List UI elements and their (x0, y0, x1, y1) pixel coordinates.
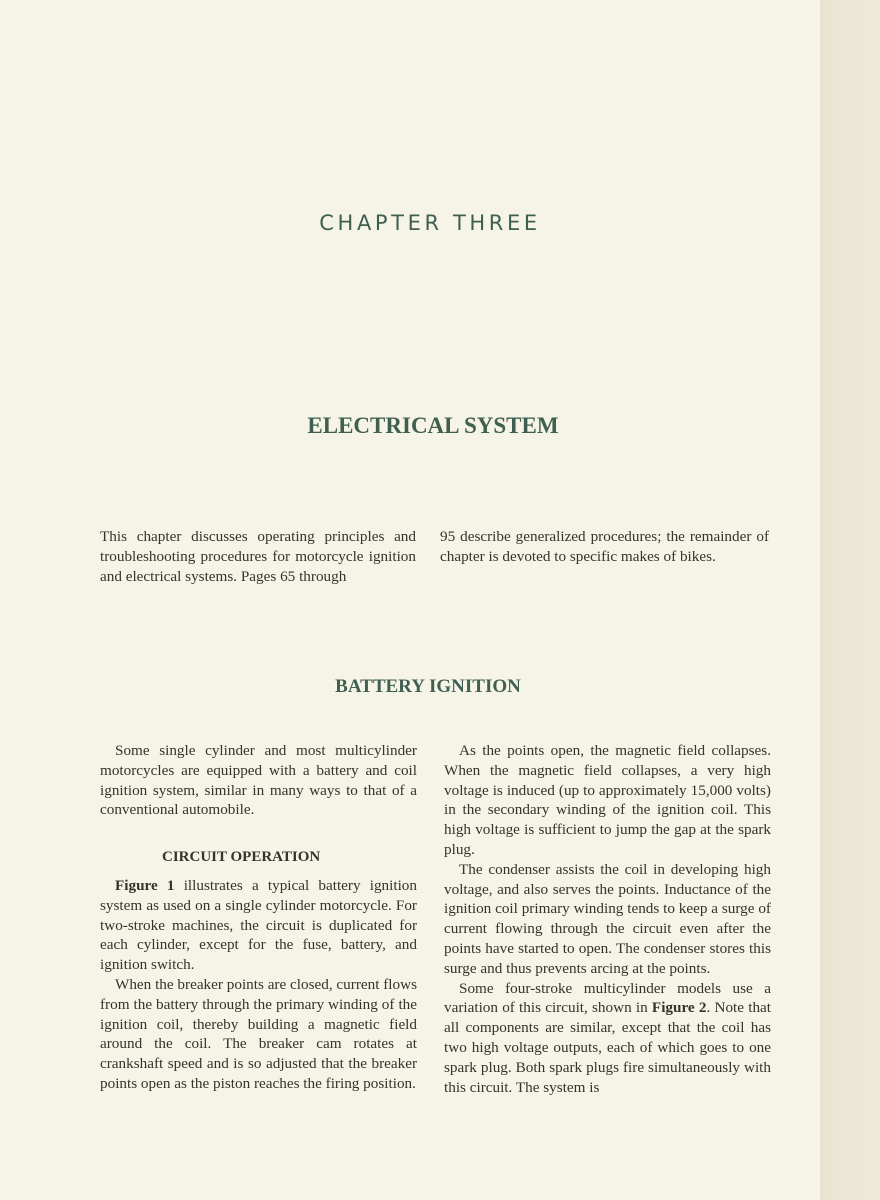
paragraph: The condenser assists the coil in developing high voltage, and also serves the points. Inductance of the ignition coil primary winding tends to keep a surge of current flowing through the circuit even after the points have started to open. The condenser stores this surge and thus prevents arcing at the points. (444, 860, 771, 977)
paragraph: Some single cylinder and most multicylinder motorcycles are equipped with a battery and coil ignition system, similar in many ways to that of a conventional automobile. (100, 742, 417, 819)
chapter-title: ELECTRICAL SYSTEM (307, 413, 559, 438)
figure-reference: Figure 1 (115, 876, 175, 894)
paragraph-text: Some four-stroke multicylinder models use a variation of this circuit, shown in (444, 979, 771, 1017)
paragraph-text: . Note that all components are similar, except that the coil has two high voltage outputs, each of which goes to one spark plug. Both spark plugs fire simultaneously with this circuit. The system is (444, 999, 772, 1096)
paragraph (100, 876, 417, 975)
body-right-column (444, 741, 771, 1097)
intro-left-column (100, 527, 416, 586)
paragraph: When the breaker points are closed, current flows from the battery through the primary winding of the ignition coil, thereby building a magnetic field around the coil. The breaker cam rotates at crankshaft speed and is so adjusted that the breaker points open as the piston reaches the firing position. (100, 975, 417, 1092)
subsection-heading: CIRCUIT OPERATION (162, 849, 321, 866)
intro-right-column (440, 527, 769, 567)
page-edge (820, 0, 880, 1200)
paragraph (444, 979, 771, 1098)
intro-paragraph-right: 95 describe generalized procedures; the remainder of chapter is devoted to specific makes of bikes. (440, 528, 769, 565)
chapter-label: CHAPTER THREE (319, 211, 541, 235)
paragraph-text: illustrates a typical battery ignition system as used on a single cylinder motorcycle. For two-stroke machines, the circuit is duplicated for each cylinder, except for the fuse, battery, and ignition switch. (100, 876, 417, 974)
intro-paragraph-left: This chapter discusses operating principles and troubleshooting procedures for motorcycle ignition and electrical systems. Pages 65 through (100, 528, 416, 585)
paragraph: As the points open, the magnetic field collapses. When the magnetic field collapses, a very high voltage is induced (up to approximately 15,000 volts) in the secondary winding of the ignition coil. This high voltage is sufficient to jump the gap at the spark plug. (444, 742, 771, 858)
section-title: BATTERY IGNITION (335, 676, 521, 697)
body-left-column (100, 741, 417, 1094)
figure-reference: Figure 2 (651, 999, 707, 1017)
